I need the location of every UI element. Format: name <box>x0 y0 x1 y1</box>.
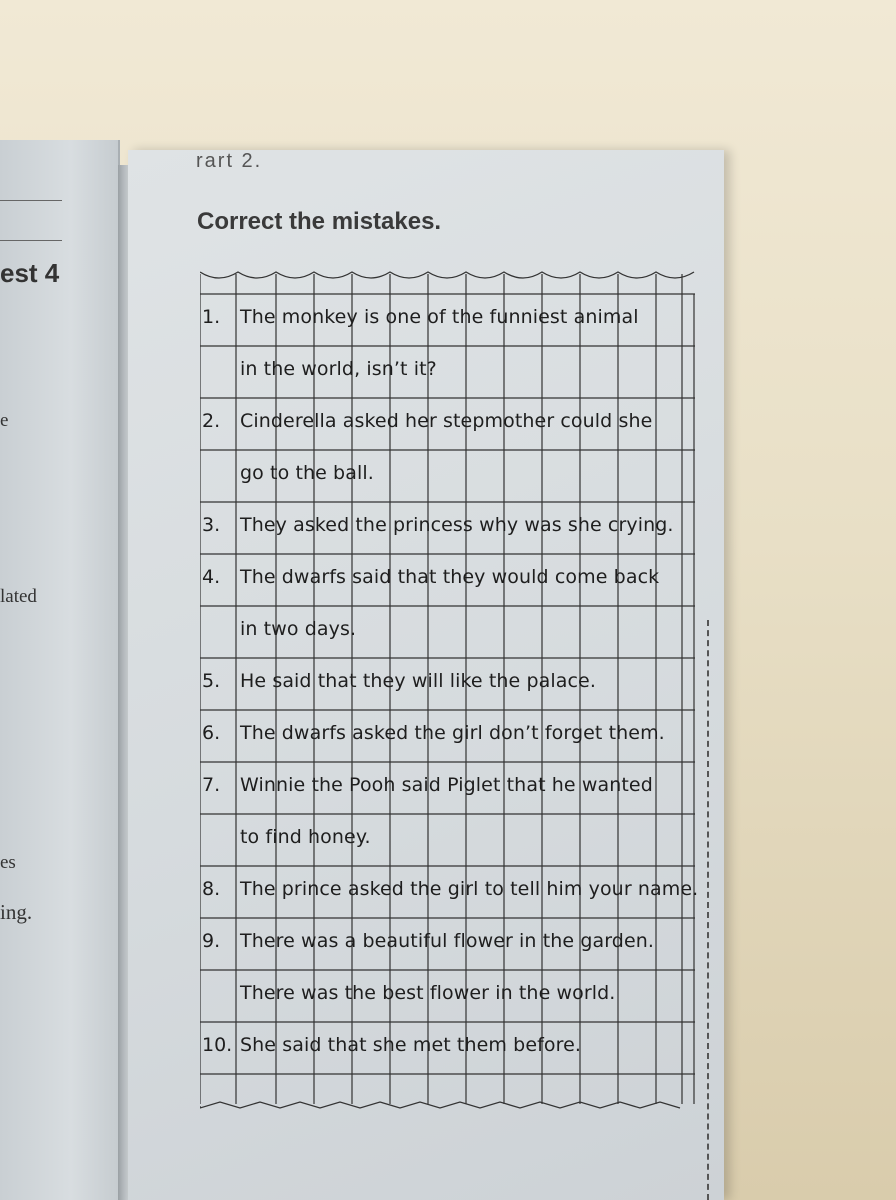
sentence-text: The prince asked the girl to tell him your name. <box>240 878 699 900</box>
exercise-row <box>200 658 695 710</box>
item-number: 2. <box>202 410 221 432</box>
exercise-row <box>200 710 695 762</box>
item-number: 3. <box>202 514 221 536</box>
sentence-text: There was a beautiful flower in the garden. <box>240 930 655 952</box>
text-fragment: es <box>0 852 16 873</box>
sentence-text: The dwarfs said that they would come back <box>240 566 660 588</box>
item-number: 10. <box>202 1034 233 1056</box>
sentence-text: They asked the princess why was she crying. <box>240 514 674 536</box>
answer-line <box>0 200 62 201</box>
sentence-text: The dwarfs asked the girl don’t forget them. <box>240 722 665 744</box>
exercise-row <box>200 1022 695 1074</box>
exercise-row <box>200 866 699 918</box>
sentence-text: in two days. <box>240 618 357 640</box>
sentence-text: She said that she met them before. <box>240 1034 582 1056</box>
sentence-text: to find honey. <box>240 826 371 848</box>
exercise-row <box>200 970 695 1022</box>
item-number: 9. <box>202 930 221 952</box>
item-number: 6. <box>202 722 221 744</box>
item-number: 1. <box>202 306 221 328</box>
exercise-row <box>200 554 695 606</box>
text-fragment: e <box>0 410 9 431</box>
part-label: rart 2. <box>196 150 263 172</box>
exercise-row <box>200 346 695 398</box>
exercise-row <box>200 762 695 814</box>
sentence-text: Winnie the Pooh said Piglet that he wanted <box>240 774 653 796</box>
torn-bottom-edge <box>200 1102 680 1108</box>
sentence-text: in the world, isn’t it? <box>240 358 437 380</box>
exercise-row <box>200 606 695 658</box>
item-number: 7. <box>202 774 221 796</box>
text-fragment: lated <box>0 586 37 607</box>
sentence-text: There was the best flower in the world. <box>240 982 616 1004</box>
left-page <box>0 140 120 1200</box>
test-title-fragment: est 4 <box>0 258 60 288</box>
sentence-text: He said that they will like the palace. <box>240 670 596 692</box>
answer-line <box>0 240 62 241</box>
exercise-grid <box>200 270 699 1110</box>
exercise-row <box>200 814 695 866</box>
sentence-text: The monkey is one of the funniest animal <box>240 306 639 328</box>
exercise-row <box>200 918 695 970</box>
sentence-text: go to the ball. <box>240 462 374 484</box>
item-number: 4. <box>202 566 221 588</box>
item-number: 8. <box>202 878 221 900</box>
item-number: 5. <box>202 670 221 692</box>
exercise-heading: Correct the mistakes. <box>197 208 442 235</box>
exercise-row <box>200 502 695 554</box>
dashed-cut-line <box>707 620 709 1200</box>
sentence-text: Cinderella asked her stepmother could she <box>240 410 653 432</box>
booklet-gutter <box>118 165 128 1200</box>
exercise-row <box>200 398 695 450</box>
exercise-row <box>200 450 695 502</box>
text-fragment: ing. <box>0 900 33 924</box>
exercise-row <box>200 294 695 346</box>
exercise-rows <box>200 294 699 1074</box>
wavy-top-edge <box>200 272 694 278</box>
